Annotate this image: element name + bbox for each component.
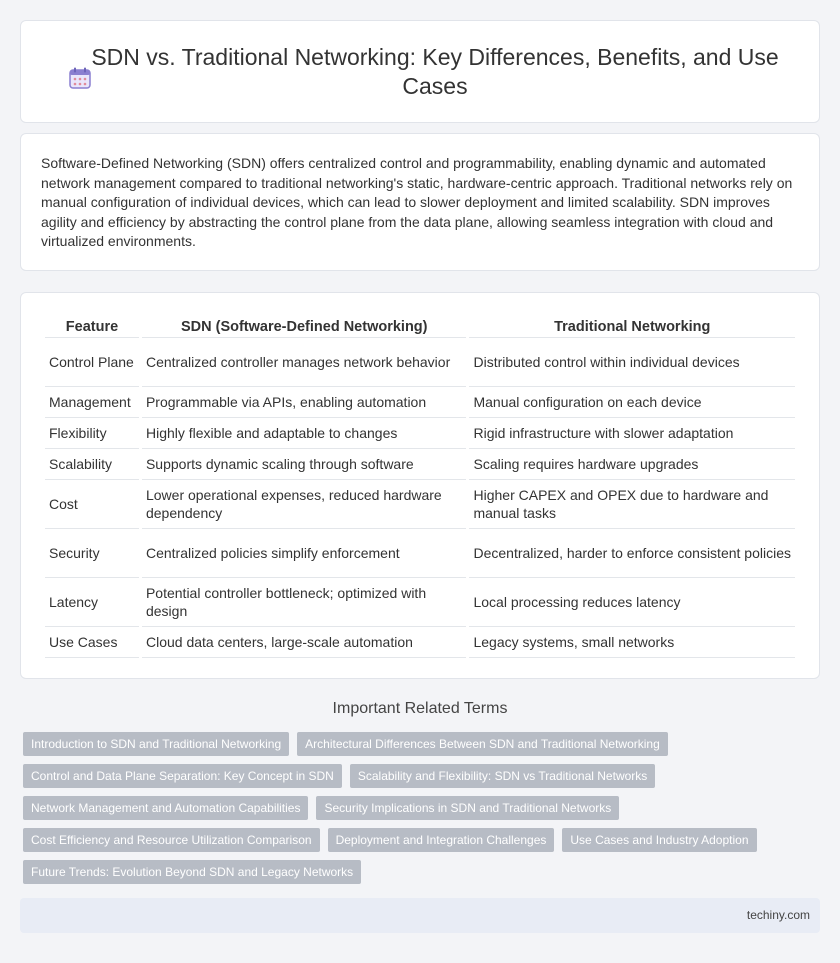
- row-sdn: Lower operational expenses, reduced hardware dependency: [142, 480, 467, 529]
- row-traditional: Scaling requires hardware upgrades: [469, 449, 795, 480]
- row-sdn: Supports dynamic scaling through software: [142, 449, 467, 480]
- table-row: [45, 627, 795, 658]
- row-feature: Security: [45, 529, 139, 578]
- related-term-tag[interactable]: Architectural Differences Between SDN and Traditional Networking: [297, 732, 668, 756]
- comparison-table: [42, 314, 798, 658]
- row-sdn: Cloud data centers, large-scale automation: [142, 627, 467, 658]
- related-term-tag[interactable]: Scalability and Flexibility: SDN vs Traditional Networks: [350, 764, 655, 788]
- related-term-tag[interactable]: Control and Data Plane Separation: Key Concept in SDN: [23, 764, 342, 788]
- table-header-row: [45, 314, 795, 338]
- related-term-tag[interactable]: Use Cases and Industry Adoption: [562, 828, 756, 852]
- row-traditional: Local processing reduces latency: [469, 578, 795, 627]
- row-feature: Scalability: [45, 449, 139, 480]
- related-term-tag[interactable]: Deployment and Integration Challenges: [328, 828, 555, 852]
- table-row: [45, 418, 795, 449]
- row-sdn: Potential controller bottleneck; optimized with design: [142, 578, 467, 627]
- related-term-tag[interactable]: Network Management and Automation Capabilities: [23, 796, 308, 820]
- row-feature: Management: [45, 387, 139, 418]
- footer-bar: [20, 898, 820, 933]
- table-row: [45, 578, 795, 627]
- row-traditional: Decentralized, harder to enforce consistent policies: [469, 529, 795, 578]
- header-sdn: SDN (Software-Defined Networking): [142, 314, 467, 338]
- related-term-tag[interactable]: Introduction to SDN and Traditional Networking: [23, 732, 289, 756]
- table-row: [45, 387, 795, 418]
- site-link[interactable]: techiny.com: [746, 908, 810, 922]
- related-term-tag[interactable]: Security Implications in SDN and Traditional Networks: [316, 796, 619, 820]
- row-feature: Use Cases: [45, 627, 139, 658]
- related-terms-heading: Important Related Terms: [332, 700, 508, 717]
- row-sdn: Programmable via APIs, enabling automation: [142, 387, 467, 418]
- intro-paragraph: Software-Defined Networking (SDN) offers centralized control and programmability, enabling dynamic and automated network management compared to traditional networking's static, hardware-centric approach. Traditional networks rely on manual configuration of individual devices, which can lead to slower deployment and limited scalability. SDN improves agility and efficiency by abstracting the control plane from the data plane, allowing seamless integration with cloud and virtualized environments.: [41, 155, 793, 250]
- related-term-tag[interactable]: Cost Efficiency and Resource Utilization Comparison: [23, 828, 320, 852]
- row-feature: Cost: [45, 480, 139, 529]
- related-term-tag[interactable]: Future Trends: Evolution Beyond SDN and Legacy Networks: [23, 860, 361, 884]
- row-feature: Flexibility: [45, 418, 139, 449]
- row-traditional: Rigid infrastructure with slower adaptation: [469, 418, 795, 449]
- header-feature: Feature: [45, 314, 139, 338]
- row-feature: Latency: [45, 578, 139, 627]
- row-traditional: Legacy systems, small networks: [469, 627, 795, 658]
- row-sdn: Highly flexible and adaptable to changes: [142, 418, 467, 449]
- row-traditional: Manual configuration on each device: [469, 387, 795, 418]
- row-traditional: Higher CAPEX and OPEX due to hardware and manual tasks: [469, 480, 795, 529]
- row-sdn: Centralized controller manages network behavior: [142, 338, 467, 387]
- row-feature: Control Plane: [45, 338, 139, 387]
- page-title: SDN vs. Traditional Networking: Key Differences, Benefits, and Use Cases: [91, 44, 779, 99]
- title-card: [20, 20, 820, 123]
- row-sdn: Centralized policies simplify enforcement: [142, 529, 467, 578]
- row-traditional: Distributed control within individual devices: [469, 338, 795, 387]
- table-row: [45, 480, 795, 529]
- table-row: [45, 449, 795, 480]
- comparison-table-card: [20, 292, 820, 679]
- intro-card: [20, 133, 820, 271]
- header-traditional: Traditional Networking: [469, 314, 795, 338]
- table-row: [45, 529, 795, 578]
- table-row: [45, 338, 795, 387]
- related-terms-list: [23, 732, 813, 884]
